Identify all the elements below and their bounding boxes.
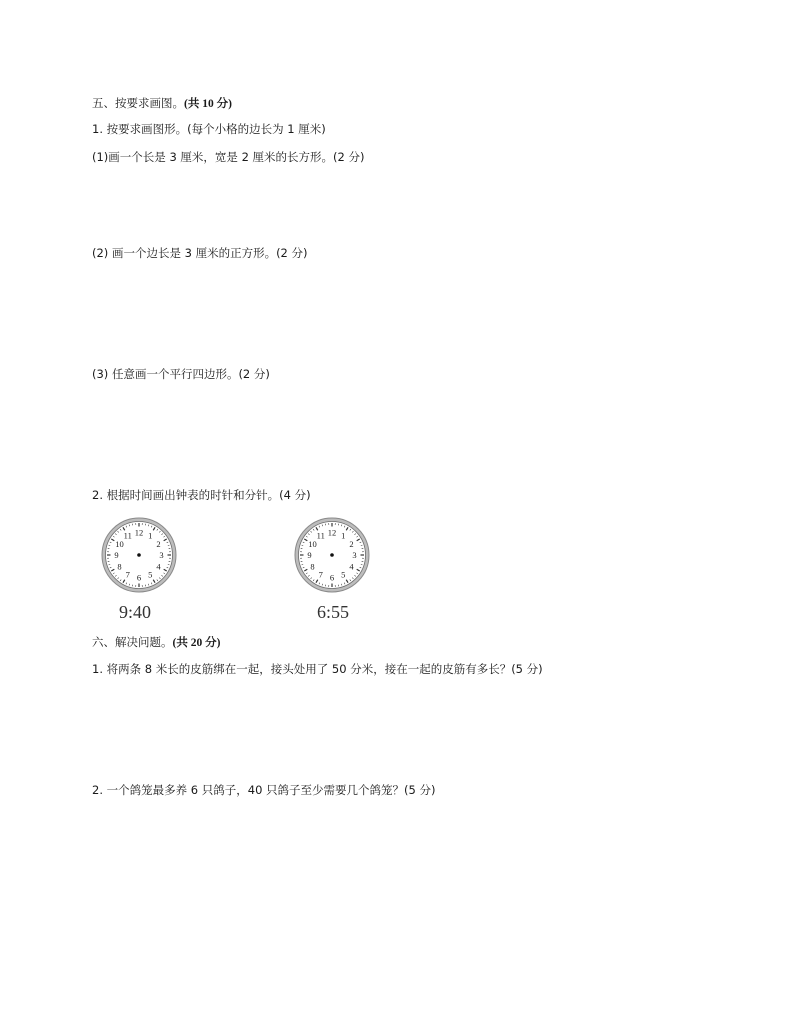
clock-center-dot [330, 553, 334, 557]
section6-q2: 2. 一个鸽笼最多养 6 只鸽子，40 只鸽子至少需要几个鸽笼？(5 分) [92, 783, 436, 797]
clock-time-label-2: 6:55 [317, 602, 350, 622]
clock-number: 1 [148, 530, 153, 541]
clock-face-1 [99, 515, 179, 595]
section5-title: 五、按要求画图。 [92, 96, 184, 110]
clock-number: 8 [310, 561, 315, 572]
clock-number: 9 [114, 550, 119, 560]
section5-score: (共 10 分) [184, 98, 232, 110]
section5-q1-sub3: (3) 任意画一个平行四边形。(2 分) [92, 367, 270, 381]
clock-number: 9 [307, 550, 312, 560]
clock-number: 11 [123, 530, 132, 541]
section5-q2-prompt: 2. 根据时间画出钟表的时针和分针。(4 分) [92, 488, 311, 502]
clock-number: 4 [349, 561, 354, 572]
clock-number: 5 [148, 569, 153, 580]
clock-number: 7 [125, 569, 130, 580]
clock-number: 3 [352, 550, 357, 560]
clock-number: 7 [318, 569, 323, 580]
section5-q1-prompt: 1. 按要求画图形。(每个小格的边长为 1 厘米) [92, 122, 326, 136]
section6-q1: 1. 将两条 8 米长的皮筋绑在一起，接头处用了 50 分米，接在一起的皮筋有多长？(5 分) [92, 662, 543, 676]
clock-number: 2 [349, 538, 354, 549]
clock-face-2 [292, 515, 372, 595]
clock-number: 6 [136, 572, 142, 583]
clock-number: 3 [159, 550, 164, 560]
clock-number: 1 [341, 530, 346, 541]
clock-number: 5 [341, 569, 346, 580]
clock-number: 12 [134, 527, 144, 538]
clock-number: 12 [327, 527, 337, 538]
clock-time-label-1: 9:40 [119, 602, 152, 622]
section6-title: 六、解决问题。 [92, 635, 173, 649]
clock-number: 10 [308, 538, 317, 549]
section6-heading [92, 634, 220, 651]
section6-score: (共 20 分) [172, 637, 221, 649]
clock-number: 6 [329, 572, 335, 583]
clock-number: 11 [316, 530, 325, 541]
section5-q1-sub1: (1)画一个长是 3 厘米，宽是 2 厘米的长方形。(2 分) [92, 150, 365, 164]
clock-number: 8 [117, 561, 122, 572]
clock-center-dot [137, 553, 141, 557]
section5-heading [92, 95, 232, 112]
clock-number: 10 [115, 538, 124, 549]
clock-number: 2 [156, 538, 161, 549]
clock-number: 4 [156, 561, 161, 572]
section5-q1-sub2: (2) 画一个边长是 3 厘米的正方形。(2 分) [92, 246, 308, 260]
